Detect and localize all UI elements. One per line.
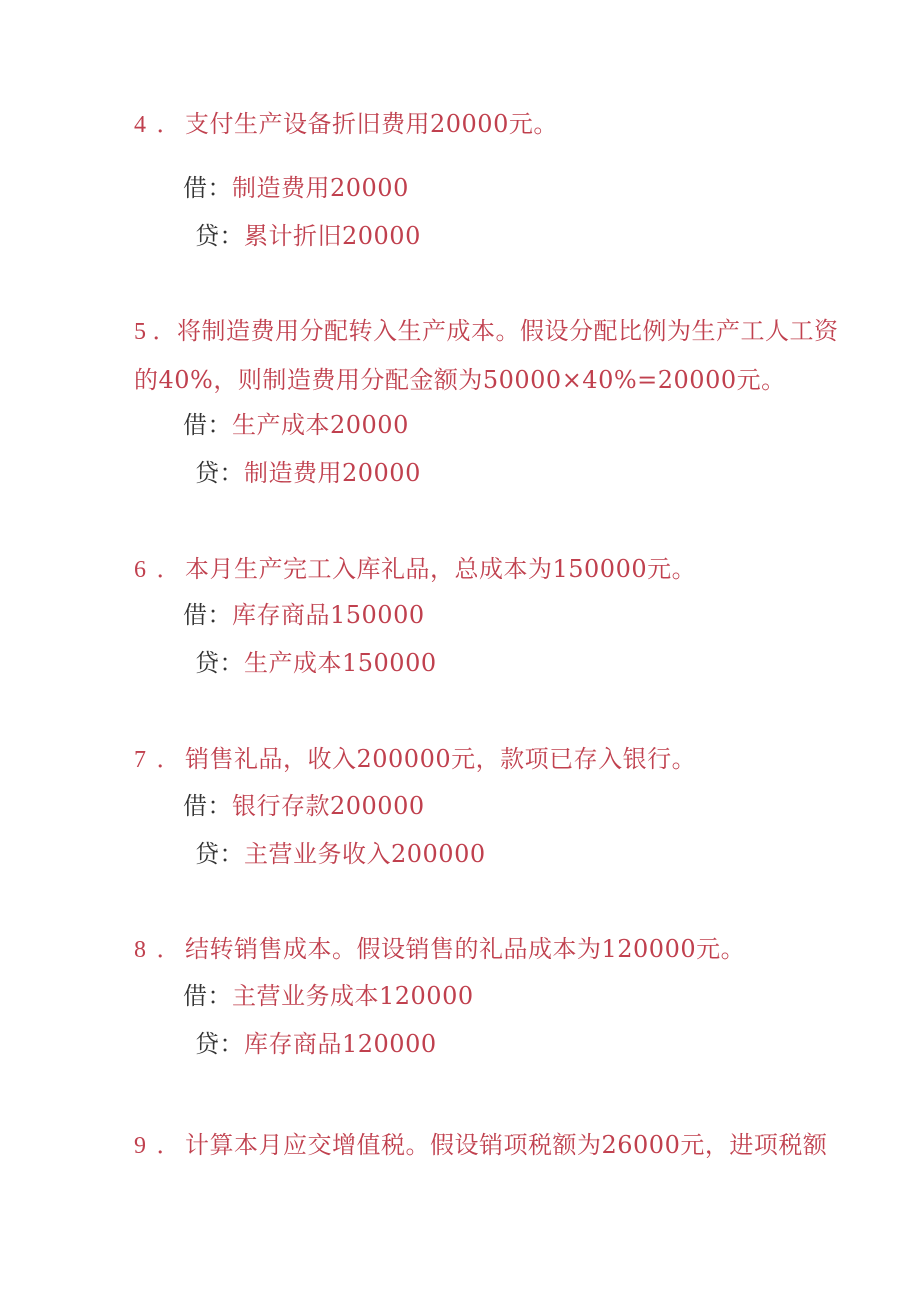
debit-prefix: 借： <box>183 601 232 629</box>
item-4-heading <box>134 108 558 141</box>
item-separator: ． <box>156 935 181 963</box>
debit-account: 生产成本 <box>232 411 330 439</box>
item-text: ，则制造费用分配金额为 <box>213 366 483 394</box>
credit-prefix: 贷： <box>195 1030 244 1058</box>
item-text-end: 元。 <box>696 935 746 963</box>
debit-entry <box>183 980 474 1012</box>
item-separator: ． <box>156 1131 181 1159</box>
item-amount: 150000 <box>552 555 648 583</box>
debit-amount: 200000 <box>330 792 425 820</box>
item-number: 8 <box>134 937 147 963</box>
credit-amount: 20000 <box>342 222 421 250</box>
credit-entry <box>195 838 486 870</box>
item-text: 本月生产完工入库礼品，总成本为 <box>185 555 553 583</box>
item-text-end: 元。 <box>647 555 697 583</box>
credit-amount: 120000 <box>342 1030 437 1058</box>
credit-prefix: 贷： <box>195 459 244 487</box>
debit-account: 银行存款 <box>232 792 330 820</box>
item-9-heading <box>134 1129 827 1162</box>
debit-entry <box>183 409 409 441</box>
item-text-end: 元。 <box>508 110 558 138</box>
item-separator: ． <box>156 745 181 773</box>
debit-prefix: 借： <box>183 411 232 439</box>
credit-account: 生产成本 <box>244 649 342 677</box>
item-6-heading <box>134 553 696 586</box>
debit-amount: 150000 <box>330 601 425 629</box>
credit-prefix: 贷： <box>195 649 244 677</box>
item-5-heading <box>134 315 839 348</box>
credit-amount: 20000 <box>342 459 421 487</box>
debit-amount: 120000 <box>379 982 474 1010</box>
item-text: 结转销售成本。假设销售的礼品成本为 <box>185 935 602 963</box>
item-5-continuation <box>134 364 786 396</box>
item-separator: ． <box>156 110 181 138</box>
debit-entry <box>183 172 409 204</box>
credit-entry <box>195 647 437 679</box>
debit-entry <box>183 599 425 631</box>
item-text: 支付生产设备折旧费用 <box>185 110 430 138</box>
debit-account: 主营业务成本 <box>232 982 379 1010</box>
item-8-heading <box>134 933 745 966</box>
item-number: 6 <box>134 557 147 583</box>
item-number: 7 <box>134 747 147 773</box>
debit-account: 制造费用 <box>232 174 330 202</box>
credit-amount: 200000 <box>391 840 486 868</box>
item-text: 的 <box>134 366 159 394</box>
credit-account: 主营业务收入 <box>244 840 391 868</box>
item-text: 将制造费用分配转入生产成本。假设分配比例为生产工人工资 <box>177 317 839 345</box>
debit-prefix: 借： <box>183 174 232 202</box>
item-text: 计算本月应交增值税。假设销项税额为 <box>185 1131 602 1159</box>
credit-entry <box>195 1028 437 1060</box>
credit-entry <box>195 457 421 489</box>
credit-account: 制造费用 <box>244 459 342 487</box>
item-text: 销售礼品，收入 <box>185 745 357 773</box>
item-amount: 20000 <box>430 110 509 138</box>
credit-amount: 150000 <box>342 649 437 677</box>
debit-entry <box>183 790 425 822</box>
item-amount: 26000 <box>601 1131 681 1159</box>
credit-entry <box>195 220 421 252</box>
debit-amount: 20000 <box>330 174 409 202</box>
item-separator: ． <box>152 317 177 345</box>
item-text-end: 元。 <box>736 366 786 394</box>
credit-account: 库存商品 <box>244 1030 342 1058</box>
credit-prefix: 贷： <box>195 222 244 250</box>
item-text-end: 元，进项税额 <box>680 1131 828 1159</box>
item-formula: 50000×40%=20000 <box>482 366 737 394</box>
item-number: 4 <box>134 112 147 138</box>
item-text-end: 元，款项已存入银行。 <box>451 745 697 773</box>
item-number: 9 <box>134 1133 147 1159</box>
item-number: 5 <box>134 319 147 345</box>
debit-account: 库存商品 <box>232 601 330 629</box>
item-amount: 120000 <box>601 935 697 963</box>
debit-prefix: 借： <box>183 792 232 820</box>
item-separator: ． <box>156 555 181 583</box>
debit-prefix: 借： <box>183 982 232 1010</box>
debit-amount: 20000 <box>330 411 409 439</box>
item-7-heading <box>134 743 696 776</box>
item-amount: 200000 <box>356 745 452 773</box>
credit-prefix: 贷： <box>195 840 244 868</box>
credit-account: 累计折旧 <box>244 222 342 250</box>
item-percent: 40% <box>158 366 214 394</box>
